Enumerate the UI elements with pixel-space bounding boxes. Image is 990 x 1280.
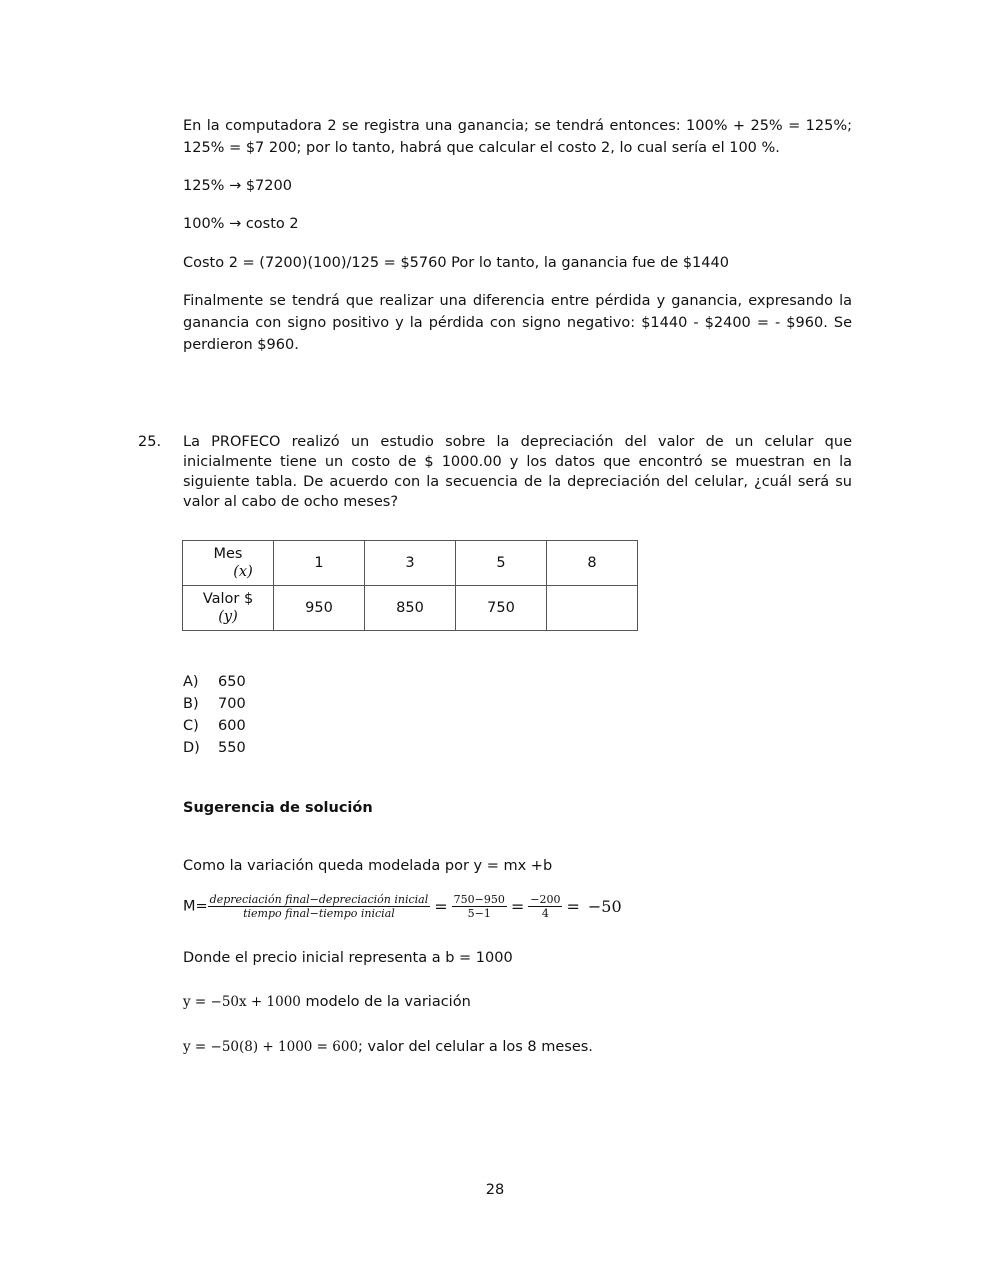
table-cell: 8	[547, 541, 638, 586]
math-expression: y = −50(8) + 1000 = 600	[183, 1039, 359, 1055]
option-letter: D)	[183, 740, 200, 756]
denominator: 5−1	[467, 907, 491, 920]
option-a	[183, 671, 246, 693]
option-b	[183, 693, 246, 715]
header-variable: (x)	[233, 564, 253, 580]
table-header-cell	[183, 586, 274, 631]
option-value: 700	[218, 696, 246, 712]
table-cell: 850	[365, 586, 456, 631]
fraction	[208, 893, 431, 920]
option-letter: B)	[183, 696, 199, 712]
option-value: 600	[218, 718, 246, 734]
solution-title: Sugerencia de solución	[183, 800, 373, 816]
calc-line	[183, 1036, 852, 1058]
option-letter: A)	[183, 674, 199, 690]
table-cell	[547, 586, 638, 631]
numerator: −200	[530, 893, 561, 906]
question-text: La PROFECO realizó un estudio sobre la depreciación del valor de un celular que inicialmente tiene un costo de $ 1000.00 y los datos que encontró se muestran en la siguiente tabla. De acuerdo con la secuencia de la depreciación del celular, ¿cuál será su valor al cabo de ocho meses?	[183, 434, 852, 510]
text: ; valor del celular a los 8 meses.	[358, 1039, 593, 1055]
option-letter: C)	[183, 718, 199, 734]
paragraph: 100% → costo 2	[183, 216, 299, 232]
equals: =	[434, 897, 448, 916]
fraction	[452, 893, 507, 920]
option-d	[183, 737, 246, 759]
table-header-cell	[183, 541, 274, 586]
header-label: Valor $	[202, 591, 254, 607]
option-value: 550	[218, 740, 246, 756]
denominator: tiempo final−tiempo inicial	[243, 907, 395, 920]
result: −50	[587, 897, 622, 916]
slope-formula	[183, 893, 626, 920]
option-c	[183, 715, 246, 737]
equals: =	[566, 897, 580, 916]
m-label: M=	[183, 898, 208, 915]
paragraph: Costo 2 = (7200)(100)/125 = $5760 Por lo tanto, la ganancia fue de $1440	[183, 255, 729, 271]
paragraph: Donde el precio inicial representa a b = 1000	[183, 950, 513, 966]
fraction	[528, 893, 562, 920]
paragraph: 125% → $7200	[183, 178, 292, 194]
paragraph: Como la variación queda modelada por y = mx +b	[183, 858, 553, 874]
equals: =	[510, 897, 525, 916]
math-expression: y = −50x + 1000	[183, 994, 301, 1010]
table-cell: 950	[274, 586, 365, 631]
model-line	[183, 991, 852, 1013]
table-cell: 5	[456, 541, 547, 586]
text: modelo de la variación	[300, 994, 471, 1010]
table-cell: 1	[274, 541, 365, 586]
option-value: 650	[218, 674, 246, 690]
data-table	[182, 540, 638, 631]
table-row	[183, 586, 638, 631]
table-row	[183, 541, 638, 586]
table-cell: 3	[365, 541, 456, 586]
header-variable: (y)	[218, 609, 238, 625]
page-number: 28	[485, 1182, 505, 1198]
numerator: 750−950	[453, 893, 505, 906]
question-number: 25.	[138, 434, 162, 450]
paragraph: En la computadora 2 se registra una ganancia; se tendrá entonces: 100% + 25% = 125%; 125% = $7 200; por lo tanto, habrá que calcular el costo 2, lo cual sería el 100 %.	[183, 118, 852, 156]
numerator: depreciación final−depreciación inicial	[209, 893, 429, 906]
header-label: Mes	[213, 546, 243, 562]
paragraph: Finalmente se tendrá que realizar una diferencia entre pérdida y ganancia, expresando la ganancia con signo positivo y la pérdida con signo negativo: $1440 - $2400 = - $960. Se perdieron $960.	[183, 293, 852, 353]
denominator: 4	[541, 907, 549, 920]
table-cell: 750	[456, 586, 547, 631]
